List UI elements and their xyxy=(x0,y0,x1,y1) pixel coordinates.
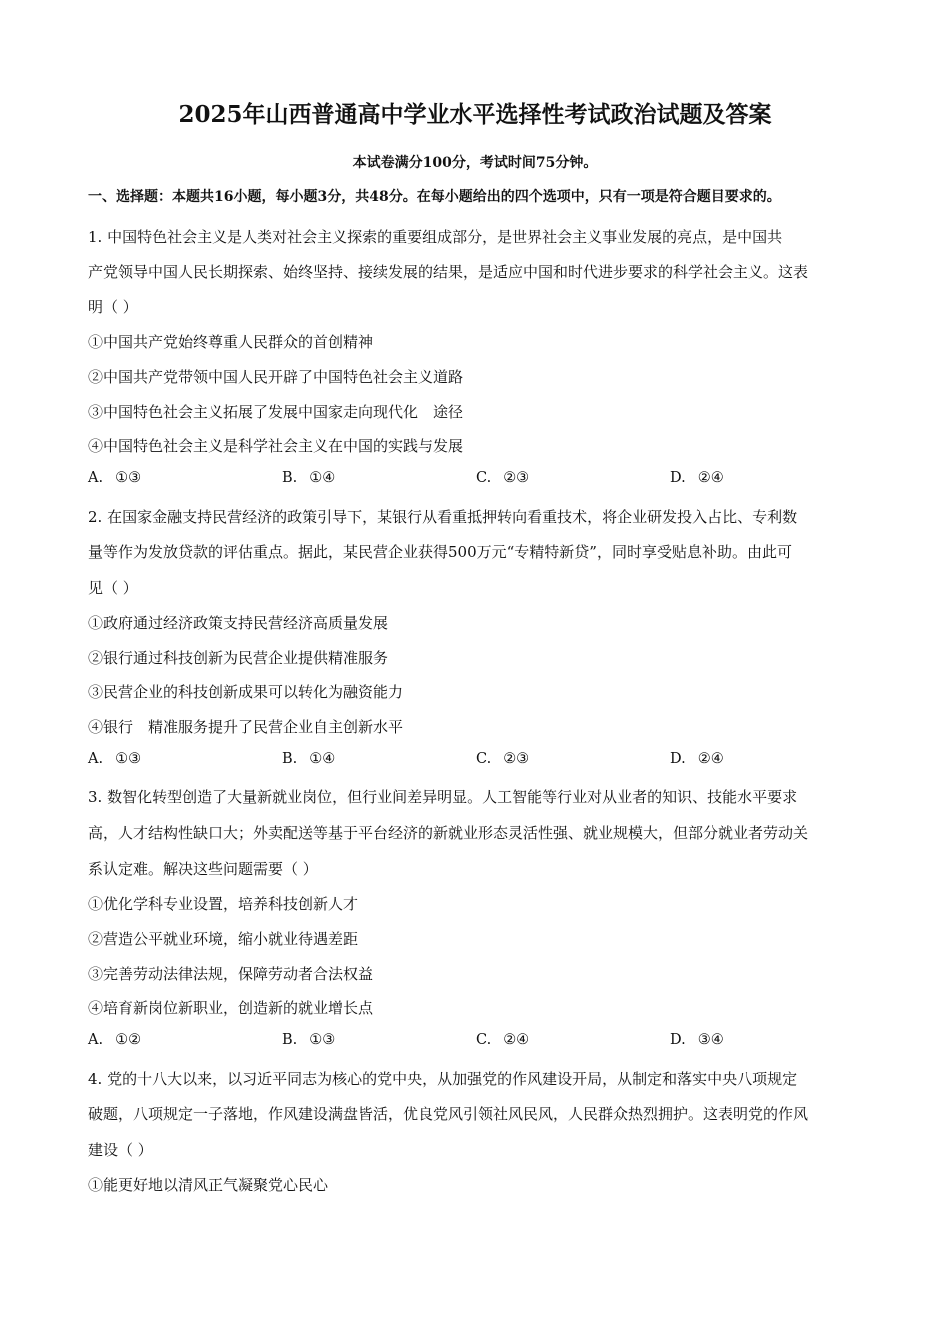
question-1-option-a[interactable] xyxy=(88,470,141,486)
question-2-statement: ③民营企业的科技创新成果可以转化为融资能力 xyxy=(88,683,404,701)
question-1-option-c[interactable] xyxy=(476,470,529,486)
option-letter: A. xyxy=(88,470,104,486)
option-letter: D. xyxy=(670,1032,686,1048)
question-3-statement: ③完善劳动法律法规，保障劳动者合法权益 xyxy=(88,965,374,983)
question-3-option-d[interactable] xyxy=(670,1032,724,1048)
question-1-stem-line: 明（ ） xyxy=(88,298,138,316)
option-value: ②③ xyxy=(503,470,530,486)
question-2-option-b[interactable] xyxy=(282,751,335,767)
question-3-statement: ④培育新岗位新职业，创造新的就业增长点 xyxy=(88,999,374,1017)
question-3-stem-line: 3. 数智化转型创造了大量新就业岗位，但行业间差异明显。人工智能等行业对从业者的知识、技能水平要求 xyxy=(88,788,798,806)
option-value: ①③ xyxy=(115,470,142,486)
question-1-statement: ④中国特色社会主义是科学社会主义在中国的实践与发展 xyxy=(88,437,464,455)
question-2-statement: ①政府通过经济政策支持民营经济高质量发展 xyxy=(88,614,389,632)
option-value: ①② xyxy=(115,1032,142,1048)
question-1-stem-line: 1. 中国特色社会主义是人类对社会主义探索的重要组成部分，是世界社会主义事业发展的亮点，是中国共 xyxy=(88,228,783,246)
question-1-stem-line: 产党领导中国人民长期探索、始终坚持、接续发展的结果，是适应中国和时代进步要求的科学社会主义。这表 xyxy=(88,263,809,281)
option-letter: A. xyxy=(88,1032,104,1048)
question-1-option-d[interactable] xyxy=(670,470,724,486)
question-2-statement: ④银行 精准服务提升了民营企业自主创新水平 xyxy=(88,718,404,736)
question-3-option-c[interactable] xyxy=(476,1032,529,1048)
question-4-stem-line: 破题，八项规定一子落地，作风建设满盘皆活，优良党风引领社风民风，人民群众热烈拥护。这表明党的作风 xyxy=(88,1105,809,1123)
option-letter: D. xyxy=(670,751,686,767)
option-value: ①③ xyxy=(115,751,142,767)
question-3-stem-line: 系认定难。解决这些问题需要（ ） xyxy=(88,860,318,878)
question-2-statement: ②银行通过科技创新为民营企业提供精准服务 xyxy=(88,649,389,667)
option-value: ③④ xyxy=(697,1032,724,1048)
question-1-statement: ③中国特色社会主义拓展了发展中国家走向现代化 途径 xyxy=(88,403,464,421)
option-value: ②③ xyxy=(503,751,530,767)
exam-info: 本试卷满分100分，考试时间75分钟。 xyxy=(352,155,598,171)
question-3-stem-line: 高，人才结构性缺口大；外卖配送等基于平台经济的新就业形态灵活性强、就业规模大，但部分就业者劳动关 xyxy=(88,824,809,842)
question-3-statement: ①优化学科专业设置，培养科技创新人才 xyxy=(88,895,359,913)
option-letter: B. xyxy=(282,470,298,486)
question-2-stem-line: 见（ ） xyxy=(88,579,138,597)
option-letter: C. xyxy=(476,751,492,767)
option-letter: C. xyxy=(476,470,492,486)
option-letter: B. xyxy=(282,751,298,767)
option-value: ②④ xyxy=(503,1032,530,1048)
option-letter: B. xyxy=(282,1032,298,1048)
option-value: ①④ xyxy=(309,470,336,486)
question-2-stem-line: 2. 在国家金融支持民营经济的政策引导下，某银行从看重抵押转向看重技术，将企业研发投入占比、专利数 xyxy=(88,508,798,526)
question-2-option-d[interactable] xyxy=(670,751,724,767)
section-heading: 一、选择题：本题共16小题，每小题3分，共48分。在每小题给出的四个选项中，只有一项是符合题目要求的。 xyxy=(88,189,781,205)
question-2-option-c[interactable] xyxy=(476,751,529,767)
question-1-statement: ①中国共产党始终尊重人民群众的首创精神 xyxy=(88,333,374,351)
option-letter: D. xyxy=(670,470,686,486)
question-4-statement: ①能更好地以清风正气凝聚党心民心 xyxy=(88,1176,329,1194)
option-value: ①④ xyxy=(309,751,336,767)
option-value: ①③ xyxy=(309,1032,336,1048)
question-4-stem-line: 4. 党的十八大以来，以习近平同志为核心的党中央，从加强党的作风建设开局，从制定和落实中央八项规定 xyxy=(88,1070,798,1088)
question-3-option-a[interactable] xyxy=(88,1032,141,1048)
question-1-option-b[interactable] xyxy=(282,470,335,486)
option-value: ②④ xyxy=(697,751,724,767)
question-4-stem-line: 建设（ ） xyxy=(88,1141,153,1159)
question-3-option-b[interactable] xyxy=(282,1032,335,1048)
option-letter: C. xyxy=(476,1032,492,1048)
question-2-option-a[interactable] xyxy=(88,751,141,767)
option-value: ②④ xyxy=(697,470,724,486)
question-1-statement: ②中国共产党带领中国人民开辟了中国特色社会主义道路 xyxy=(88,368,464,386)
option-letter: A. xyxy=(88,751,104,767)
page-title: 2025年山西普通高中学业水平选择性考试政治试题及答案 xyxy=(178,101,772,128)
question-3-statement: ②营造公平就业环境，缩小就业待遇差距 xyxy=(88,930,359,948)
question-2-stem-line: 量等作为发放贷款的评估重点。据此，某民营企业获得500万元“专精特新贷”，同时享受贴息补助。由此可 xyxy=(88,543,792,561)
